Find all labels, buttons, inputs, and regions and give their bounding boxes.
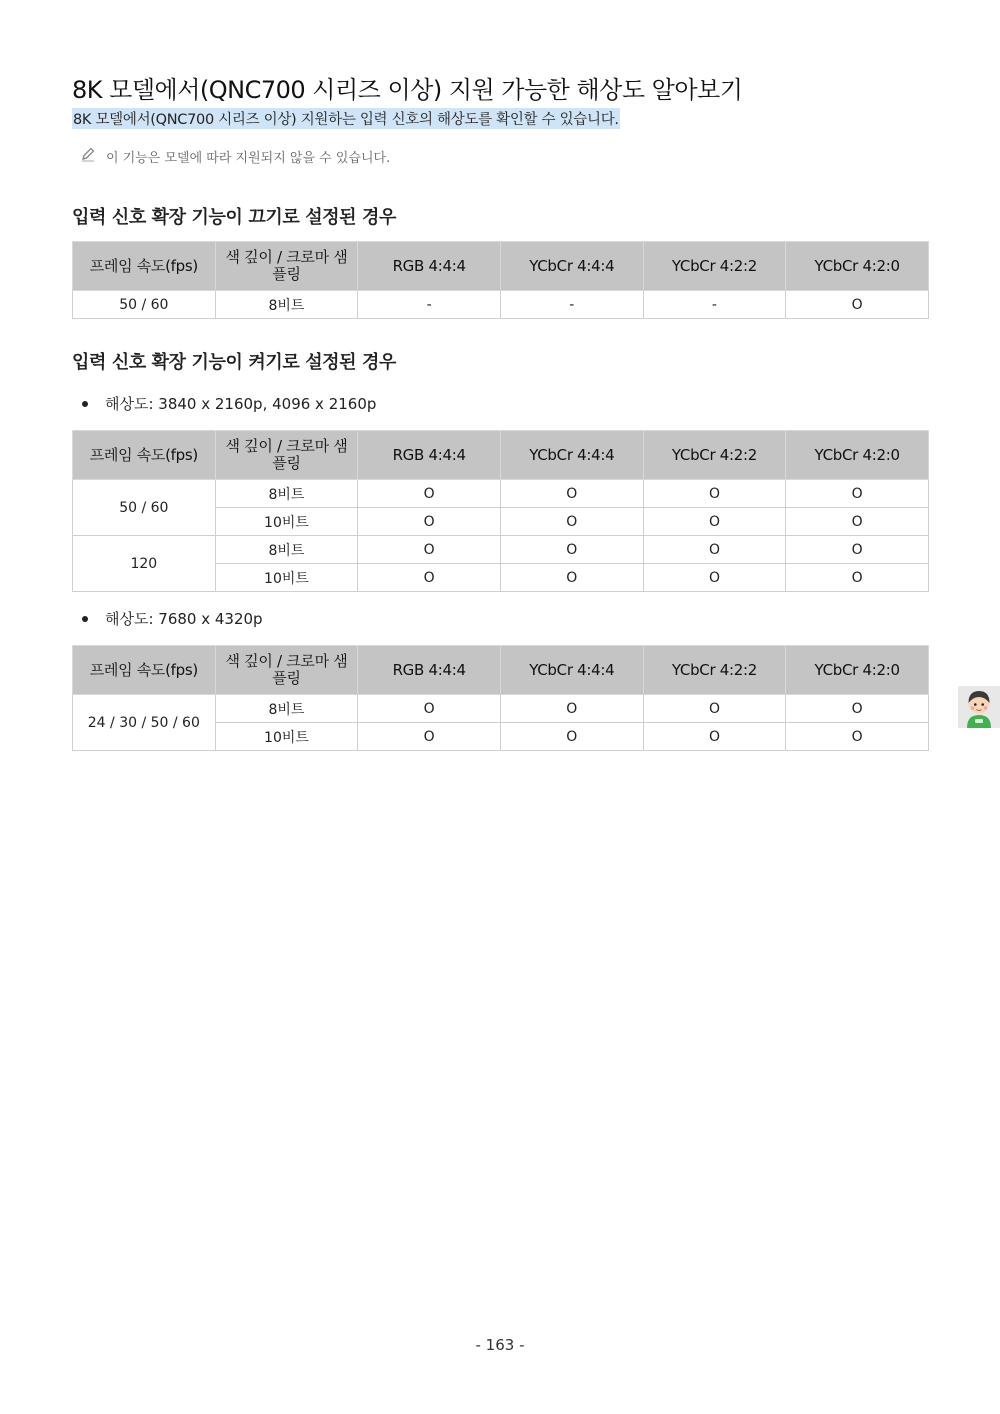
cell-ycbcr422: -: [643, 291, 786, 319]
cell-ycbcr420: O: [786, 564, 929, 592]
page-number: - 163 -: [475, 1336, 525, 1354]
cell-depth: 8비트: [215, 480, 358, 508]
col-header-depth: 색 깊이 / 크로마 샘플링: [215, 646, 358, 695]
cell-depth: 10비트: [215, 508, 358, 536]
col-header-depth: 색 깊이 / 크로마 샘플링: [215, 242, 358, 291]
table-row: [73, 695, 929, 723]
section-title-off: 입력 신호 확장 기능이 끄기로 설정된 경우: [72, 207, 396, 228]
cell-rgb444: O: [358, 695, 501, 723]
table-signal-on-4k: [72, 430, 929, 592]
cell-fps: 24 / 30 / 50 / 60: [73, 695, 216, 751]
cell-depth: 10비트: [215, 564, 358, 592]
col-header-rgb444: RGB 4:4:4: [358, 431, 501, 480]
cell-ycbcr422: O: [643, 564, 786, 592]
cell-rgb444: O: [358, 480, 501, 508]
note-text: 이 기능은 모델에 따라 지원되지 않을 수 있습니다.: [106, 150, 391, 166]
table-header-row: [73, 431, 929, 480]
table-row: [73, 536, 929, 564]
col-header-rgb444: RGB 4:4:4: [358, 646, 501, 695]
cell-ycbcr444: O: [500, 564, 643, 592]
cell-ycbcr444: O: [500, 508, 643, 536]
col-header-fps: 프레임 속도(fps): [73, 646, 216, 695]
cell-rgb444: O: [358, 564, 501, 592]
table-signal-off: [72, 241, 929, 319]
cell-fps: 50 / 60: [73, 291, 216, 319]
cell-ycbcr444: O: [500, 536, 643, 564]
cell-rgb444: O: [358, 723, 501, 751]
cell-fps: 50 / 60: [73, 480, 216, 536]
col-header-rgb444: RGB 4:4:4: [358, 242, 501, 291]
cell-ycbcr422: O: [643, 480, 786, 508]
page-title: 8K 모델에서(QNC700 시리즈 이상) 지원 가능한 해상도 알아보기: [72, 76, 743, 104]
section-title-on: 입력 신호 확장 기능이 켜기로 설정된 경우: [72, 352, 396, 373]
col-header-ycbcr444: YCbCr 4:4:4: [500, 242, 643, 291]
bullet-text: 해상도: 3840 x 2160p, 4096 x 2160p: [105, 395, 377, 413]
cell-rgb444: O: [358, 508, 501, 536]
cell-ycbcr422: O: [643, 695, 786, 723]
bullet-dot: [82, 616, 88, 622]
table-row: [73, 291, 929, 319]
cell-ycbcr420: O: [786, 508, 929, 536]
cell-ycbcr420: O: [786, 695, 929, 723]
col-header-ycbcr422: YCbCr 4:2:2: [643, 646, 786, 695]
cell-ycbcr444: O: [500, 723, 643, 751]
col-header-depth: 색 깊이 / 크로마 샘플링: [215, 431, 358, 480]
cell-ycbcr422: O: [643, 508, 786, 536]
cell-depth: 8비트: [215, 291, 358, 319]
cell-ycbcr444: O: [500, 480, 643, 508]
cell-depth: 8비트: [215, 536, 358, 564]
cell-ycbcr444: O: [500, 695, 643, 723]
table-header-row: [73, 242, 929, 291]
cell-depth: 10비트: [215, 723, 358, 751]
cell-ycbcr420: O: [786, 723, 929, 751]
bullet-text: 해상도: 7680 x 4320p: [105, 610, 263, 628]
col-header-ycbcr444: YCbCr 4:4:4: [500, 646, 643, 695]
bullet-resolution-4k: [82, 393, 376, 414]
cell-ycbcr422: O: [643, 536, 786, 564]
cell-ycbcr420: O: [786, 480, 929, 508]
cell-ycbcr420: O: [786, 536, 929, 564]
assistant-avatar-icon[interactable]: [958, 686, 1000, 728]
col-header-ycbcr444: YCbCr 4:4:4: [500, 431, 643, 480]
pencil-icon: [80, 146, 96, 166]
table-signal-on-8k: [72, 645, 929, 751]
cell-rgb444: -: [358, 291, 501, 319]
cell-rgb444: O: [358, 536, 501, 564]
note: [80, 146, 390, 166]
cell-fps: 120: [73, 536, 216, 592]
table-row: [73, 480, 929, 508]
cell-ycbcr444: -: [500, 291, 643, 319]
col-header-ycbcr420: YCbCr 4:2:0: [786, 431, 929, 480]
cell-ycbcr420: O: [786, 291, 929, 319]
col-header-ycbcr420: YCbCr 4:2:0: [786, 646, 929, 695]
cell-depth: 8비트: [215, 695, 358, 723]
page-subtitle: 8K 모델에서(QNC700 시리즈 이상) 지원하는 입력 신호의 해상도를 확인할 수 있습니다.: [72, 108, 620, 129]
bullet-resolution-8k: [82, 608, 263, 629]
cell-ycbcr422: O: [643, 723, 786, 751]
col-header-fps: 프레임 속도(fps): [73, 242, 216, 291]
bullet-dot: [82, 401, 88, 407]
col-header-ycbcr420: YCbCr 4:2:0: [786, 242, 929, 291]
col-header-ycbcr422: YCbCr 4:2:2: [643, 431, 786, 480]
col-header-ycbcr422: YCbCr 4:2:2: [643, 242, 786, 291]
col-header-fps: 프레임 속도(fps): [73, 431, 216, 480]
table-header-row: [73, 646, 929, 695]
